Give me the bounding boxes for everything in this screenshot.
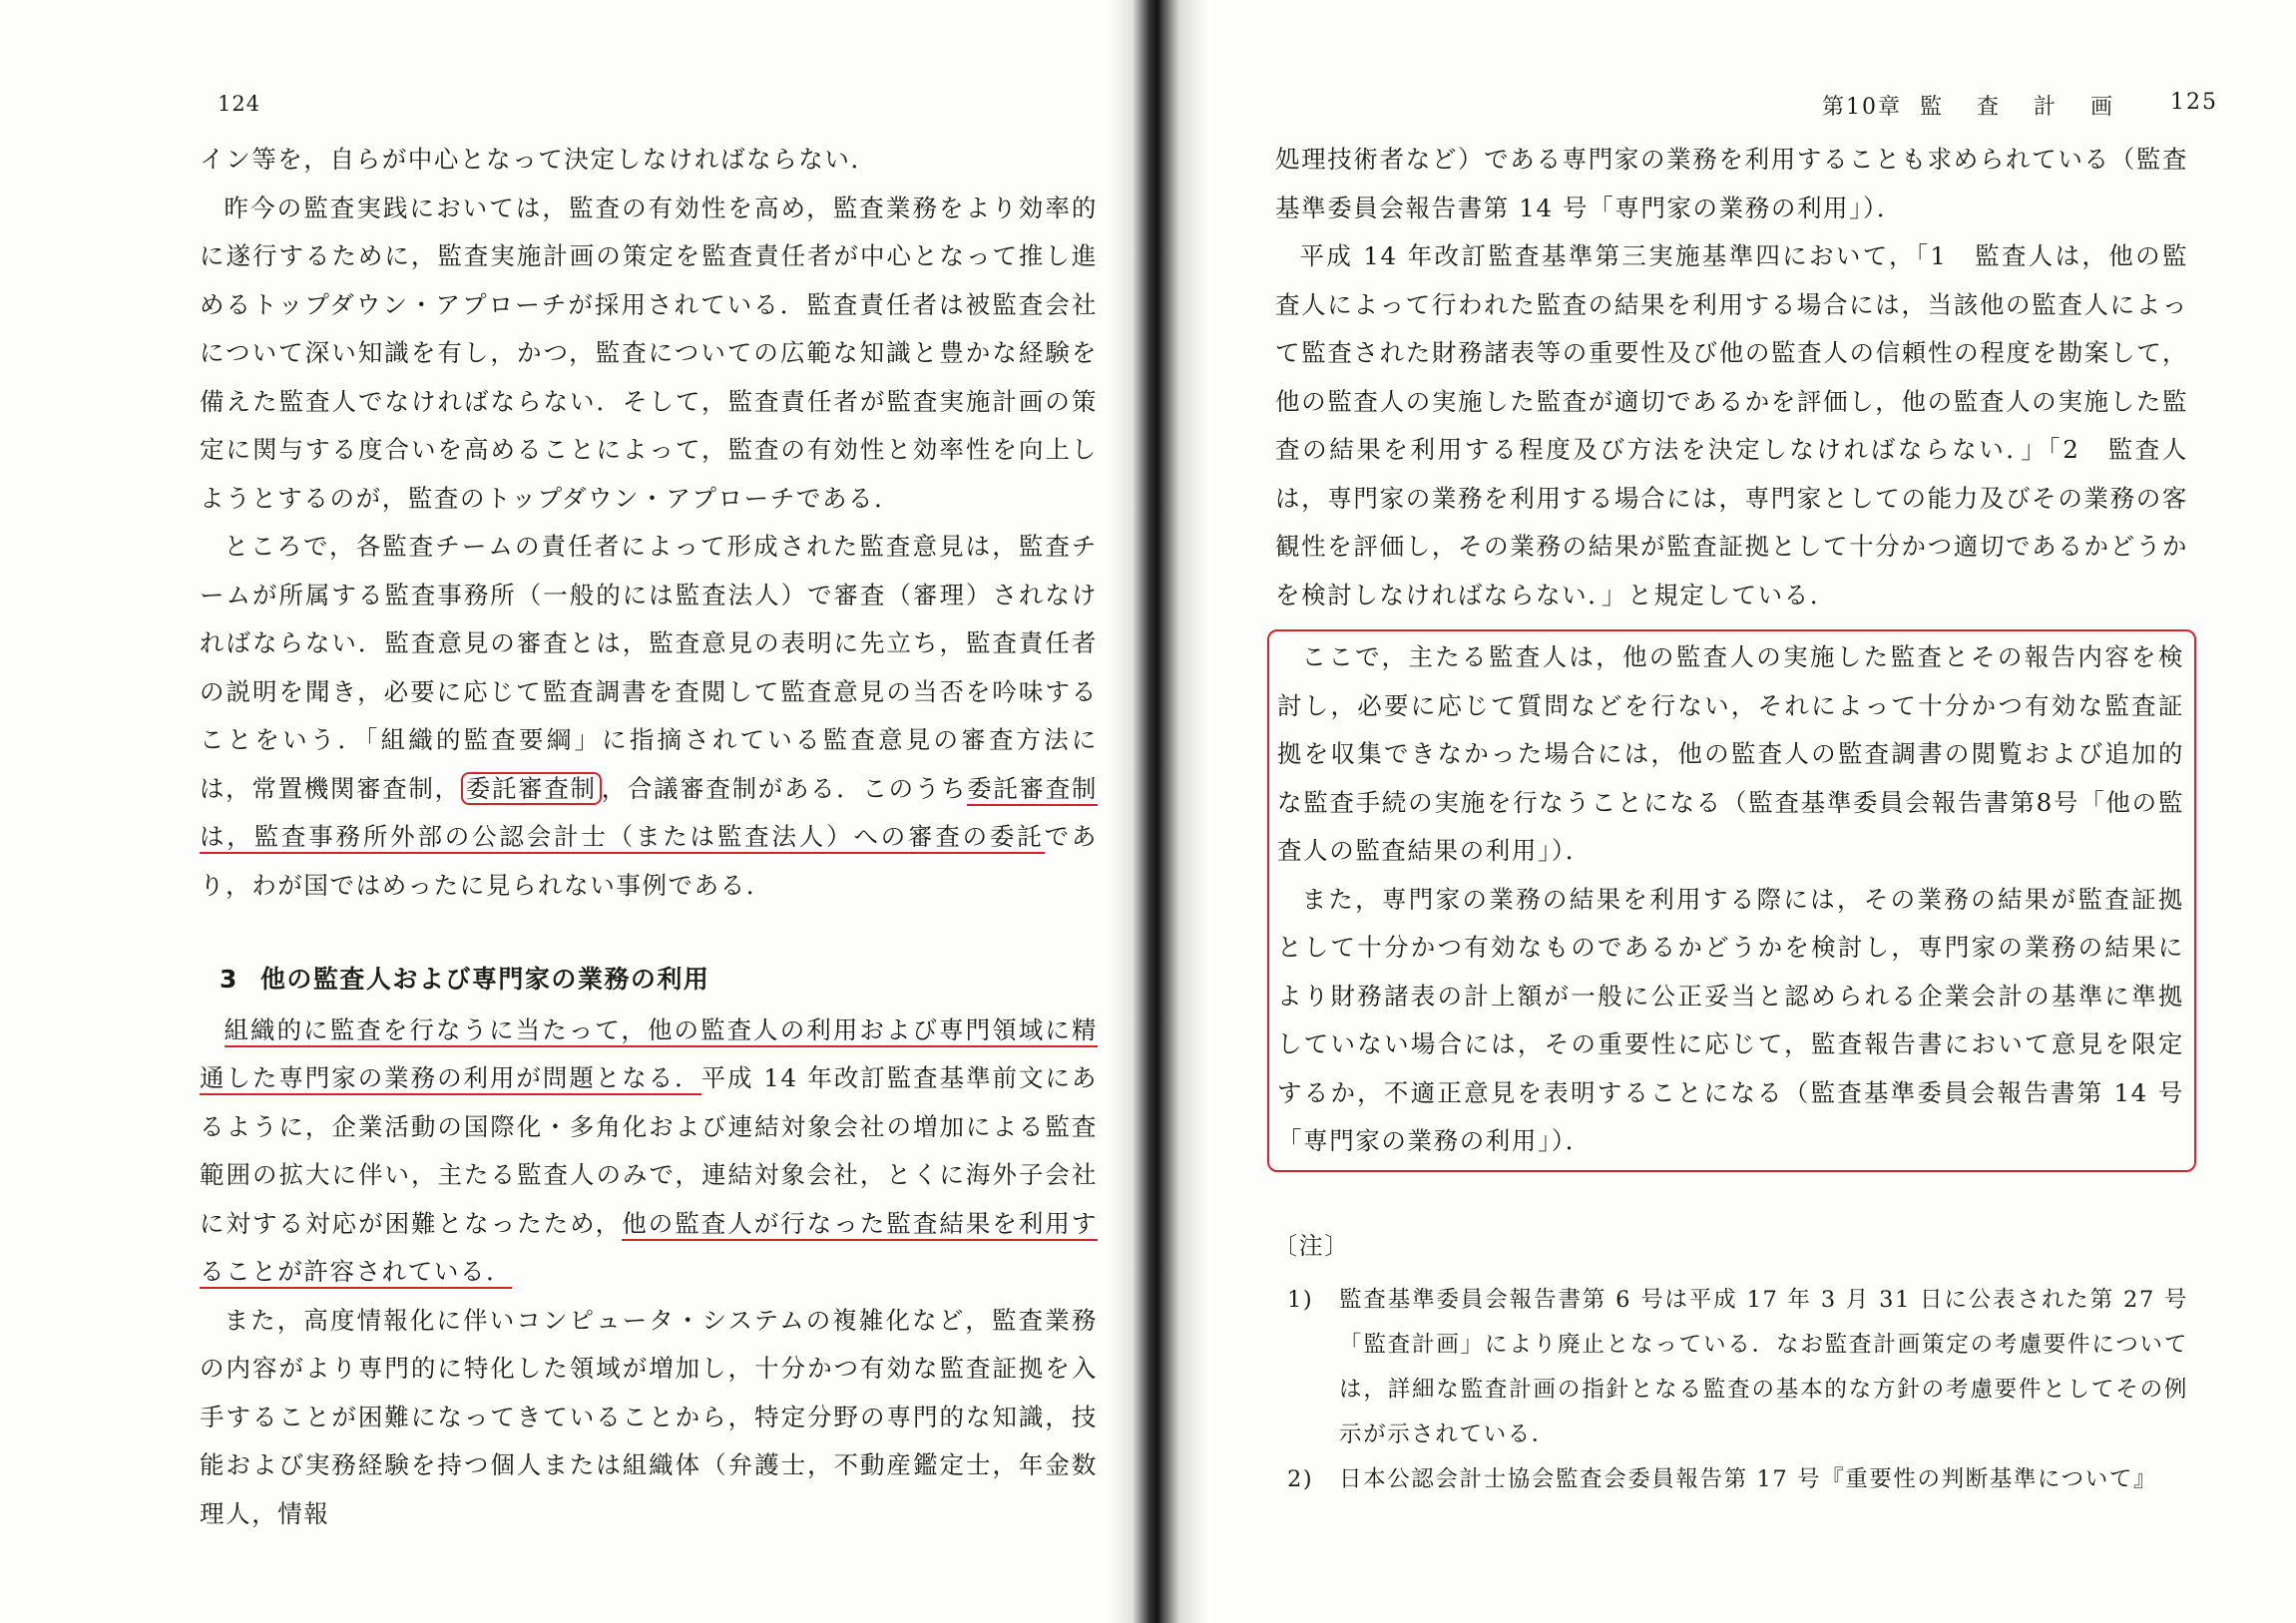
book-gutter-shadow — [1108, 0, 1207, 1623]
chapter-title: 監 査 計 画 — [1920, 95, 2126, 120]
section-title: 他の監査人および専門家の業務の利用 — [259, 965, 710, 994]
left-page-number: 124 — [218, 92, 261, 116]
note-number: 1) — [1287, 1287, 1314, 1313]
note-item — [1275, 1457, 2188, 1502]
section-number: 3 — [220, 965, 238, 994]
running-head-chapter — [1822, 90, 2126, 121]
right-page-body — [1275, 136, 2188, 1502]
paragraph-specialists: また，高度情報化に伴いコンピュータ・システムの複雑化など，監査業務の内容がより専門的に特化した領域が増加し，十分かつ有効な監査証拠を入手することが困難になってきていることから，特定分野の専門的な知識，技能および実務経験を持つ個人または組織体（弁護士，不動産鑑定士，年金数理人，情報 — [200, 1305, 1098, 1528]
paragraph-continuation: イン等を，自らが中心となって決定しなければならない． — [200, 145, 877, 174]
highlight-box — [1267, 629, 2196, 1172]
note-item — [1275, 1278, 2188, 1457]
paragraph-audit-review — [200, 523, 1098, 910]
underlined-text: 他の監査人が行なった監査結果を利用することが許容されている． — [200, 1209, 1098, 1290]
paragraph-principal-auditor: ここで，主たる監査人は，他の監査人の実施した監査とその報告内容を検討し，必要に応じて質問などを行ない，それによって十分かつ有効な監査証拠を収集できなかった場合には，他の監査人の監査調書の閲覧および追加的な監査手続の実施を行なうことになる（監査基準委員会報告書第8号「他の監査人の監査結果の利用」）． — [1277, 642, 2184, 865]
text: であり，わが国ではめったに見られない事例である． — [200, 822, 1098, 900]
paragraph-audit-standard: 平成 14 年改訂監査基準第三実施基準四において，「1 監査人は，他の監査人によって行われた監査の結果を利用する場合には，当該他の監査人によって監査された財務諸表等の重要性及び他の監査人の信頼性の程度を勘案して，他の監査人の実施した監査が適切であるかを評価し，他の監査人の実施した監査の結果を利用する程度及び方法を決定しなければならない．」「2 監査人は，専門家の業務を利用する場合には，専門家としての能力及びその業務の客観性を評価し，その業務の結果が監査証拠として十分かつ適切であるかどうかを検討しなければならない．」と規定している． — [1275, 241, 2188, 609]
underlined-text: 委託審査制は，監査事務所外部の公認会計士（または監査法人）への審査の委託 — [200, 774, 1098, 855]
paragraph-top-down-approach: 昨今の監査実践においては，監査の有効性を高め，監査業務をより効率的に遂行するために，監査実施計画の策定を監査責任者が中心となって推し進めるトップダウン・アプローチが採用されている．監査責任者は被監査会社について深い知識を有し，かつ，監査についての広範な知識と豊かな経験を備えた監査人でなければならない．そして，監査責任者が監査実施計画の策定に関与する度合いを高めることによって，監査の有効性と効率性を向上しようとするのが，監査のトップダウン・アプローチである． — [200, 193, 1098, 513]
paragraph-continuation: 処理技術者など）である専門家の業務を利用することも求められている（監査基準委員会報告書第 14 号「専門家の業務の利用」）． — [1275, 145, 2188, 222]
right-page-number: 125 — [2170, 90, 2218, 115]
note-text: 日本公認会計士協会監査会委員報告第 17 号『重要性の判断基準について』 — [1339, 1466, 2158, 1492]
chapter-number: 第10章 — [1822, 95, 1903, 120]
notes-title: 〔注〕 — [1273, 1231, 1350, 1260]
text: ，合議審査制がある．このうち — [601, 773, 968, 803]
right-page — [1165, 0, 2296, 1623]
running-head — [1822, 90, 2218, 121]
left-page-body — [200, 136, 1098, 1538]
paragraph-other-auditors — [200, 1007, 1098, 1297]
text: ところで，各監査チームの責任者によって形成された監査意見は，監査チームが所属する監査事務所（一般的には監査法人）で審査（審理）されなければならない．監査意見の審査とは，監査意見の表明に先立ち，監査責任者の説明を聞き，必要に応じて監査調書を査閲して監査意見の当否を吟味することをいう．「組織的監査要綱」に指摘されている監査意見の審査方法には，常置機関審査制， — [200, 532, 1098, 803]
section-heading — [220, 956, 1098, 1005]
underlined-text: 組織的に監査を行なうに当たって，他の監査人の利用および専門領域に精通した専門家の業務の利用が問題となる． — [200, 1015, 1098, 1096]
text: 平成 14 年改訂監査基準前文にあるように，企業活動の国際化・多角化および連結対象会社の増加による監査範囲の拡大に伴い，主たる監査人のみで，連結対象会社，とくに海外子会社に対する対応が困難となったため， — [200, 1063, 1098, 1238]
note-number: 2) — [1287, 1466, 1314, 1492]
paragraph-specialist-results: また，専門家の業務の結果を利用する際には，その業務の結果が監査証拠として十分かつ有効なものであるかどうかを検討し，専門家の業務の結果により財務諸表の計上額が一般に公正妥当と認められる企業会計の基準に準拠していない場合には，その重要性に応じて，監査報告書において意見を限定するか，不適正意見を表明することになる（監査基準委員会報告書第 14 号「専門家の業務の利用」）． — [1277, 884, 2184, 1155]
boxed-term-consignment-review: 委託審査制 — [461, 772, 602, 805]
note-text: 監査基準委員会報告書第 6 号は平成 17 年 3 月 31 日に公表された第 27 号「監査計画」により廃止となっている．なお監査計画策定の考慮要件については，詳細な監査計画の指針となる監査の基本的な方針の考慮要件としてその例示が示されている． — [1339, 1287, 2188, 1447]
